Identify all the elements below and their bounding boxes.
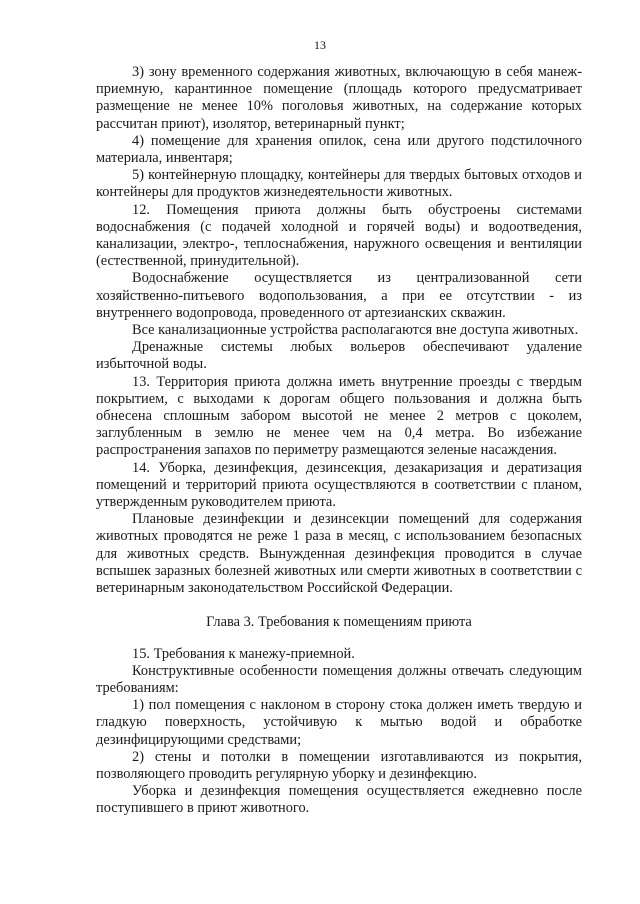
paragraph-design-features: Конструктивные особенности помещения должны отвечать следующим требованиям:: [96, 662, 582, 696]
paragraph-cleaning: Уборка и дезинфекция помещения осуществляется ежедневно после поступившего в приют животного.: [96, 783, 582, 817]
paragraph-floor-requirement: 1) пол помещения с наклоном в сторону стока должен иметь твердую и гладкую поверхность, устойчивую к мытью водой и обработке дезинфицирующими средствами;: [96, 697, 582, 748]
paragraph-item-4: 4) помещение для хранения опилок, сена или другого подстилочного материала, инвентаря;: [96, 132, 582, 167]
paragraph-item-3: 3) зону временного содержания животных, включающую в себя манеж-приемную, карантинное помещение (площадь которого предусматривает размещение не менее 10% поголовья животных, на содержание которых рассчитан приют), изолятор, ветеринарный пункт;: [96, 64, 582, 132]
paragraph-section-12: 12. Помещения приюта должны быть обустроены системами водоснабжения (с подачей холодной и горячей воды) и водоотведения, канализации, электро-, теплоснабжения, наружного освещения и вентиляции (естественной, принудительной).: [96, 201, 582, 270]
paragraph-section-14: 14. Уборка, дезинфекция, дезинсекция, дезакаризация и дератизация помещений и территорий приюта осуществляются в соответствии с планом, утвержденным руководителем приюта.: [96, 459, 582, 511]
paragraph-section-13: 13. Территория приюта должна иметь внутренние проезды с твердым покрытием, с выходами к дорогам общего пользования и должна быть обнесена сплошным забором высотой не менее 2 метров с цоколем, заглубленным в землю не менее чем на 0,4 метра. Во избежание распространения запахов по периметру размещаются зеленые насаждения.: [96, 373, 582, 459]
chapter-heading: Глава 3. Требования к помещениям приюта: [206, 614, 472, 631]
paragraph-walls-requirement: 2) стены и потолки в помещении изготавливаются из покрытия, позволяющего проводить регулярную уборку и дезинфекцию.: [96, 748, 582, 782]
paragraph-water-supply: Водоснабжение осуществляется из централизованной сети хозяйственно-питьевого водопользования, а при ее отсутствии - из внутреннего водопровода, проведенного от артезианских скважин.: [96, 270, 582, 321]
paragraph-section-15: 15. Требования к манежу-приемной.: [132, 645, 355, 662]
paragraph-planned-disinfection: Плановые дезинфекции и дезинсекции помещений для содержания животных проводятся не реже 1 раза в месяц, с использованием безопасных для животных средств. Вынужденная дезинфекция проводится в случае вспышек заразных болезней животных или смерти животных в соответствии с ветеринарным законодательством Российской Федерации.: [96, 511, 582, 597]
paragraph-drainage: Дренажные системы любых вольеров обеспечивают удаление избыточной воды.: [96, 339, 582, 373]
paragraph-item-5: 5) контейнерную площадку, контейнеры для твердых бытовых отходов и контейнеры для продуктов жизнедеятельности животных.: [96, 167, 582, 201]
document-body: [96, 64, 582, 818]
page-number: 13: [314, 38, 326, 52]
paragraph-sewerage: Все канализационные устройства располагаются вне доступа животных.: [132, 322, 579, 339]
